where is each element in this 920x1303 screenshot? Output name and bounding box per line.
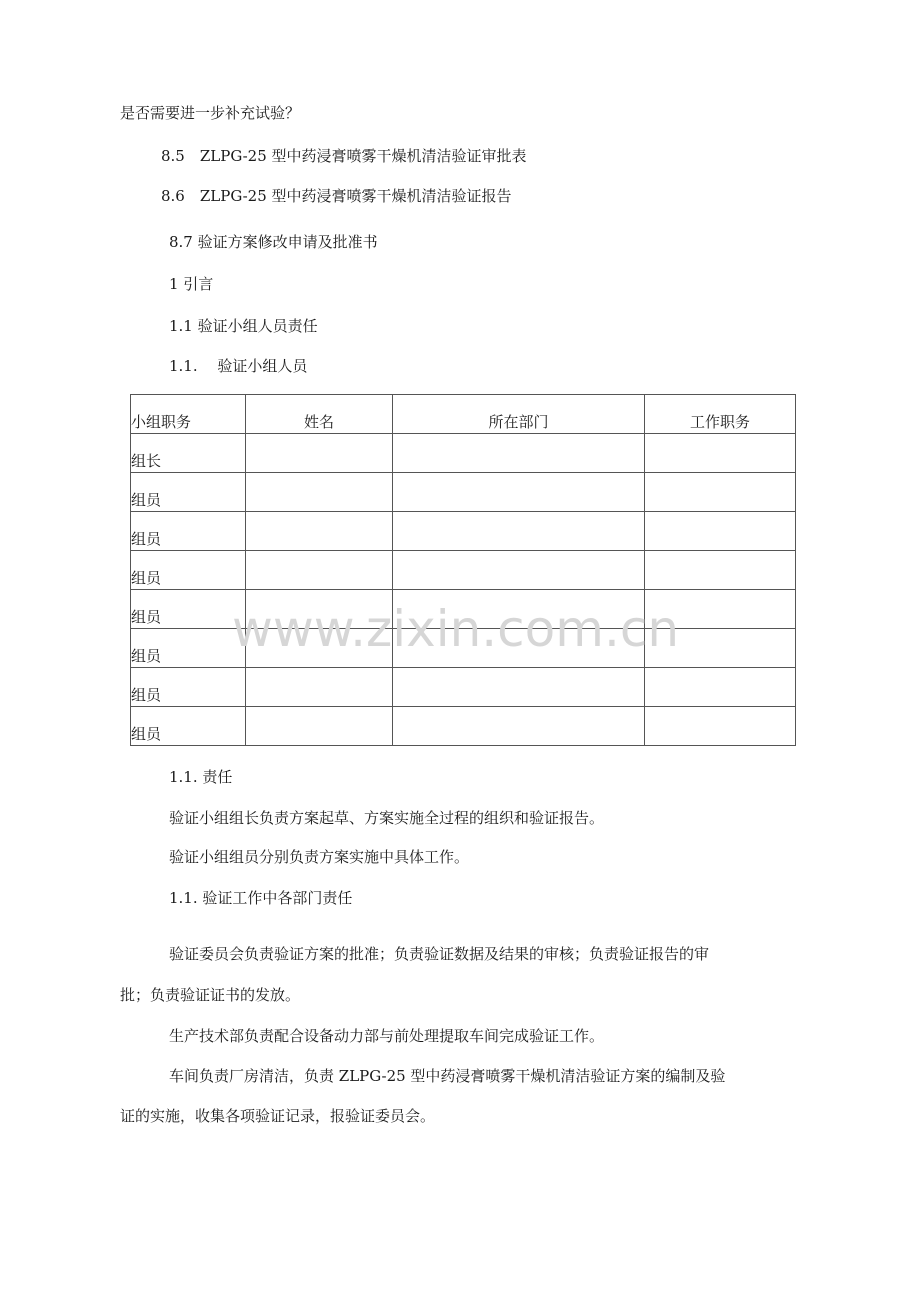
toc-item-8-6: 8.6 ZLPG-25 型中药浸膏喷雾干燥机清洁验证报告	[161, 187, 512, 205]
job-title-cell	[645, 512, 796, 551]
paragraph: 验证小组组员分别负责方案实施中具体工作。	[169, 848, 470, 866]
name-cell	[246, 707, 393, 746]
paragraph-continuation: 是否需要进一步补充试验？	[120, 104, 301, 122]
toc-item-8-7: 8.7 验证方案修改申请及批准书	[169, 233, 378, 251]
paragraph: 车间负责厂房清洁，负责 ZLPG-25 型中药浸膏喷雾干燥机清洁验证方案的编制及验	[169, 1067, 726, 1085]
name-cell	[246, 473, 393, 512]
section-heading-department-responsibility: 1.1. 验证工作中各部门责任	[169, 889, 353, 907]
name-cell	[246, 434, 393, 473]
role-cell: 组员	[131, 668, 246, 707]
job-title-cell	[645, 551, 796, 590]
department-cell	[393, 473, 645, 512]
section-heading-1-1: 1.1 验证小组人员责任	[169, 317, 318, 335]
role-cell: 组长	[131, 434, 246, 473]
table-row	[131, 434, 796, 473]
table-row	[131, 668, 796, 707]
header-department: 所在部门	[393, 395, 645, 434]
section-heading-responsibility: 1.1. 责任	[169, 768, 233, 786]
header-name: 姓名	[246, 395, 393, 434]
table-row	[131, 512, 796, 551]
department-cell	[393, 512, 645, 551]
department-cell	[393, 707, 645, 746]
watermark: www.zixin.com.cn	[232, 600, 680, 658]
job-title-cell	[645, 668, 796, 707]
job-title-cell	[645, 473, 796, 512]
paragraph: 批；负责验证证书的发放。	[120, 986, 301, 1004]
role-cell: 组员	[131, 707, 246, 746]
header-job-title: 工作职务	[645, 395, 796, 434]
role-cell: 组员	[131, 590, 246, 629]
name-cell	[246, 551, 393, 590]
department-cell	[393, 434, 645, 473]
members-table	[130, 394, 796, 746]
section-heading-members: 1.1. 验证小组人员	[169, 357, 308, 375]
paragraph: 验证小组组长负责方案起草、方案实施全过程的组织和验证报告。	[169, 809, 605, 827]
paragraph: 证的实施，收集各项验证记录，报验证委员会。	[120, 1107, 436, 1125]
job-title-cell	[645, 434, 796, 473]
table-row	[131, 473, 796, 512]
role-cell: 组员	[131, 512, 246, 551]
paragraph: 生产技术部负责配合设备动力部与前处理提取车间完成验证工作。	[169, 1027, 605, 1045]
table-row	[131, 551, 796, 590]
paragraph: 验证委员会负责验证方案的批准；负责验证数据及结果的审核；负责验证报告的审	[169, 945, 710, 963]
table-row	[131, 707, 796, 746]
table-header-row	[131, 395, 796, 434]
department-cell	[393, 668, 645, 707]
name-cell	[246, 512, 393, 551]
role-cell: 组员	[131, 629, 246, 668]
job-title-cell	[645, 707, 796, 746]
role-cell: 组员	[131, 551, 246, 590]
department-cell	[393, 551, 645, 590]
header-role: 小组职务	[131, 395, 246, 434]
toc-item-8-5: 8.5 ZLPG-25 型中药浸膏喷雾干燥机清洁验证审批表	[161, 147, 527, 165]
name-cell	[246, 668, 393, 707]
section-heading-introduction: 1 引言	[169, 275, 214, 293]
role-cell: 组员	[131, 473, 246, 512]
